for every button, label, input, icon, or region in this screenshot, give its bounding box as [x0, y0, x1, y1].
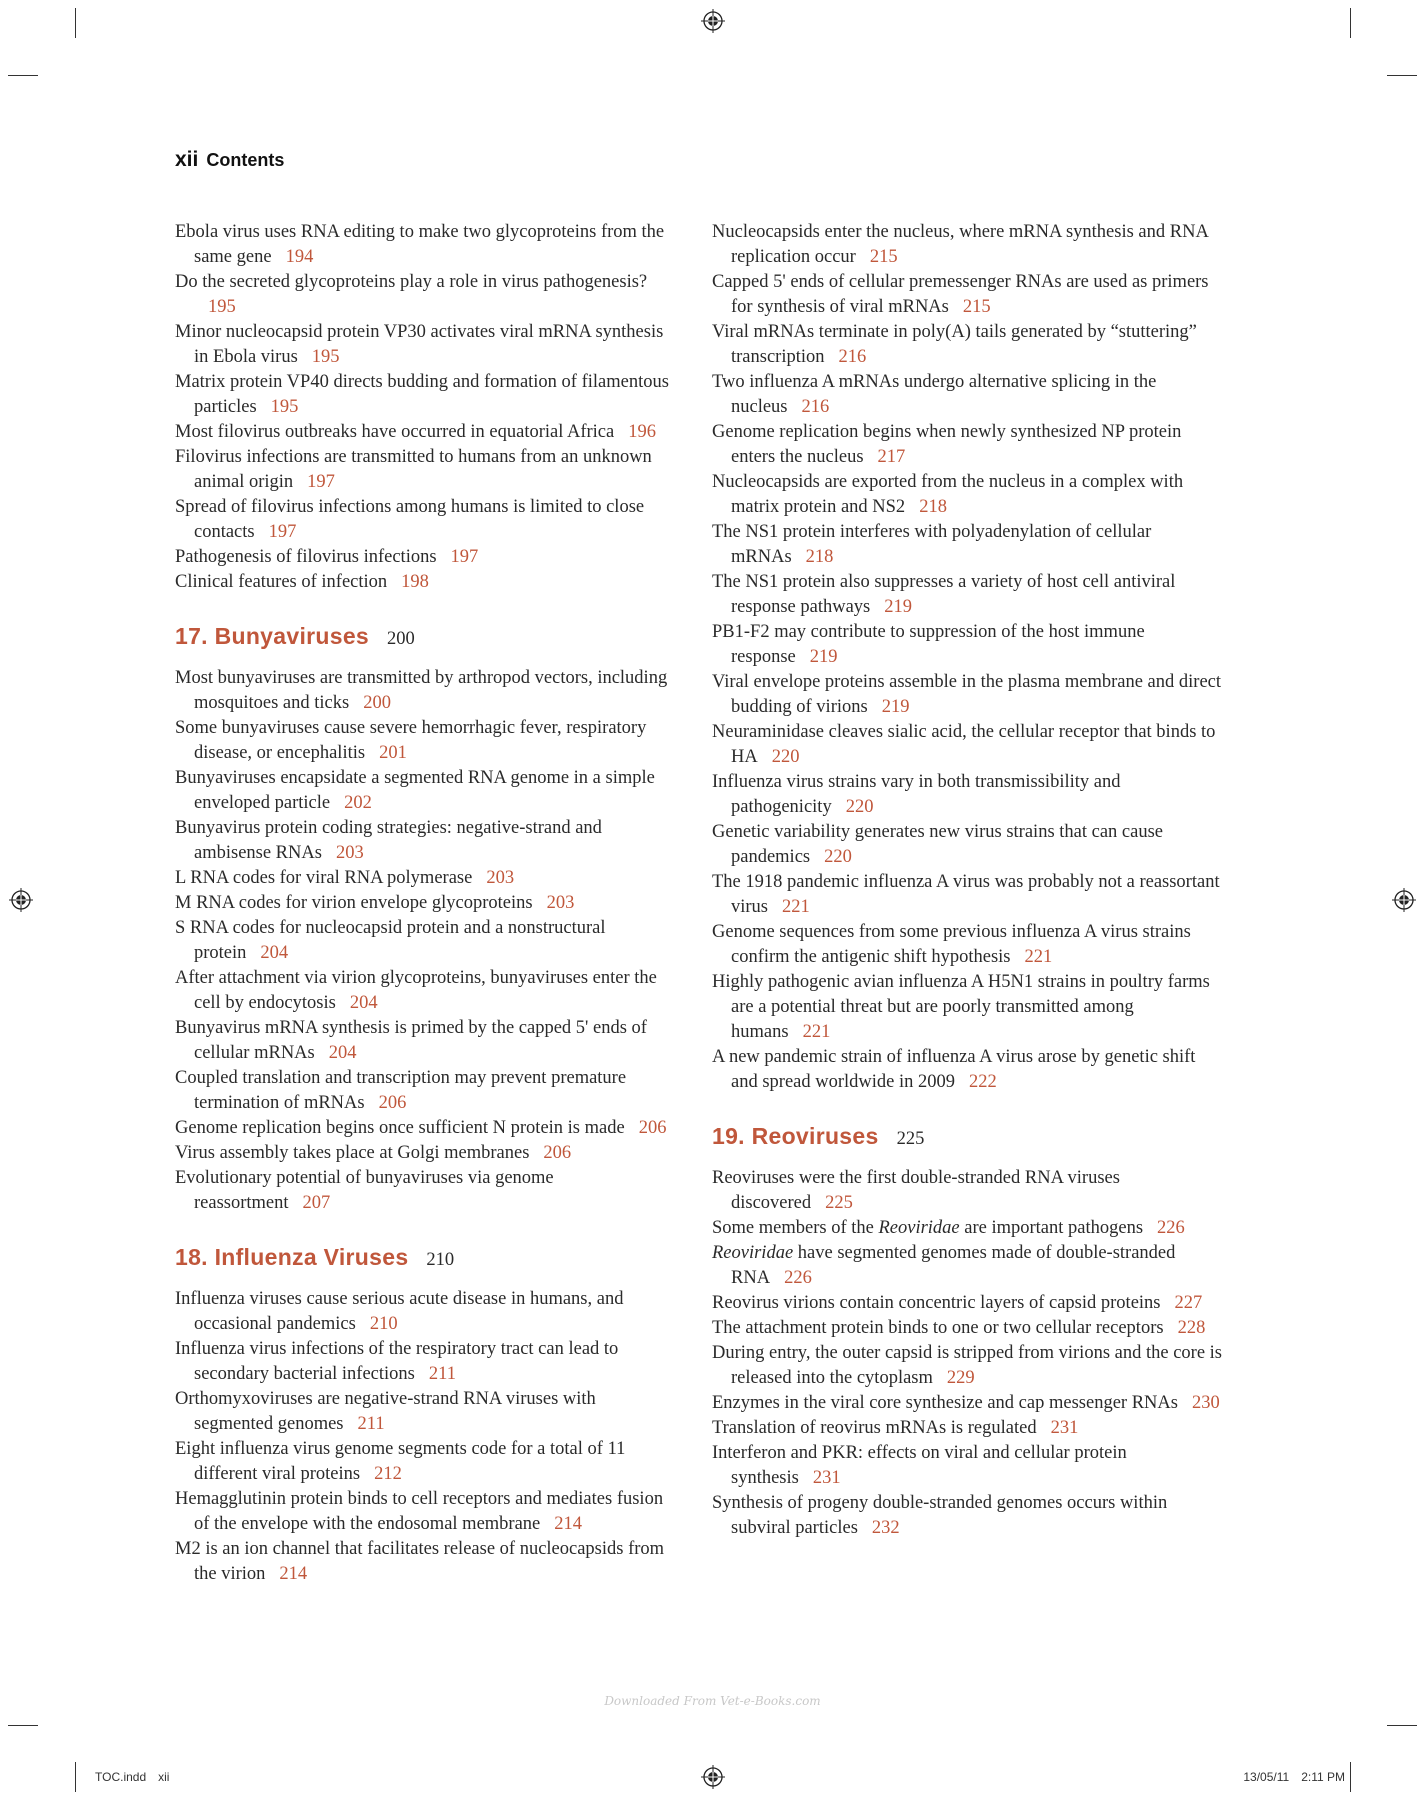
toc-entry — [175, 545, 675, 570]
toc-entry-text: Most filovirus outbreaks have occurred in equatorial Africa — [175, 422, 615, 442]
toc-entry-text: The attachment protein binds to one or two cellular receptors — [712, 1318, 1164, 1338]
toc-entry — [175, 370, 675, 420]
toc-entry-text: Virus assembly takes place at Golgi membranes — [175, 1143, 530, 1163]
toc-entry-text: Influenza viruses cause serious acute disease in humans, and occasional pandemics — [175, 1289, 624, 1334]
toc-entry-page-number: 218 — [805, 547, 834, 567]
slug-date: 13/05/11 — [1243, 1770, 1290, 1784]
toc-entry — [175, 420, 675, 445]
toc-entry-text: Do the secreted glycoproteins play a role in virus pathogenesis? — [175, 272, 648, 292]
toc-entry-page-number: 217 — [877, 447, 906, 467]
toc-entry-text: Enzymes in the viral core synthesize and cap messenger RNAs — [712, 1393, 1178, 1413]
toc-entry — [712, 1045, 1222, 1095]
toc-entry — [712, 1491, 1222, 1541]
toc-entry-page-number: 206 — [638, 1118, 667, 1138]
toc-entry-page-number: 214 — [279, 1564, 308, 1584]
toc-entry-page-number: 216 — [838, 347, 867, 367]
toc-entry-text: Genome sequences from some previous influenza A virus strains confirm the antigenic shift hypothesis — [712, 922, 1191, 967]
toc-entry — [712, 220, 1222, 270]
toc-entry-page-number: 218 — [919, 497, 947, 517]
toc-entry — [712, 1216, 1222, 1241]
toc-entry-page-number: 194 — [285, 247, 314, 267]
toc-entry-page-number: 231 — [1050, 1418, 1079, 1438]
toc-entry — [175, 1066, 675, 1116]
toc-entry-page-number: 202 — [344, 793, 372, 813]
toc-entry-text: Neuraminidase cleaves sialic acid, the cellular receptor that binds to HA — [712, 722, 1216, 767]
toc-entry-page-number: 204 — [260, 943, 289, 963]
toc-entry — [175, 320, 675, 370]
toc-entry — [712, 1316, 1222, 1341]
toc-entry — [712, 1291, 1222, 1316]
slug-right — [1243, 1770, 1345, 1784]
toc-entry-text: Translation of reovirus mRNAs is regulated — [712, 1418, 1037, 1438]
slug-file: TOC.indd — [95, 1770, 147, 1784]
toc-entry-page-number: 195 — [311, 347, 340, 367]
toc-entry-page-number: 211 — [357, 1414, 385, 1434]
toc-entry-page-number: 221 — [1024, 947, 1053, 967]
toc-entry-page-number: 215 — [869, 247, 898, 267]
toc-entry-page-number: 195 — [208, 297, 236, 317]
toc-entry — [712, 1341, 1222, 1391]
toc-entry-text: Synthesis of progeny double-stranded genomes occurs within subviral particles — [712, 1493, 1168, 1538]
toc-entry-page-number: 204 — [328, 1043, 357, 1063]
toc-entry-text: Capped 5' ends of cellular premessenger RNAs are used as primers for synthesis of viral mRNAs — [712, 272, 1209, 317]
toc-entry-text: Genome replication begins when newly synthesized NP protein enters the nucleus — [712, 422, 1182, 467]
toc-entry-page-number: 207 — [302, 1193, 331, 1213]
crop-mark — [75, 8, 76, 38]
chapter-heading — [712, 1123, 1222, 1150]
toc-entry-text: Spread of filovirus infections among humans is limited to close contacts — [175, 497, 645, 542]
toc-entry — [175, 1141, 675, 1166]
toc-entry — [712, 870, 1222, 920]
toc-entry — [712, 370, 1222, 420]
toc-entry — [712, 1241, 1222, 1291]
toc-entry-page-number: 196 — [628, 422, 656, 442]
toc-entry-text: Pathogenesis of filovirus infections — [175, 547, 437, 567]
toc-entry-page-number: 201 — [379, 743, 407, 763]
chapter-page-number: 210 — [426, 1250, 455, 1270]
toc-entry — [175, 570, 675, 595]
toc-entry-page-number: 229 — [946, 1368, 975, 1388]
toc-entry — [175, 1166, 675, 1216]
toc-entry — [175, 766, 675, 816]
slug-page: xii — [158, 1770, 170, 1784]
toc-entry-page-number: 231 — [812, 1468, 841, 1488]
toc-entry-page-number: 228 — [1177, 1318, 1206, 1338]
toc-entry — [175, 891, 675, 916]
toc-entry-page-number: 232 — [871, 1518, 900, 1538]
toc-entry — [712, 470, 1222, 520]
toc-entry — [175, 1437, 675, 1487]
toc-entry — [712, 420, 1222, 470]
toc-entry — [175, 966, 675, 1016]
toc-entry — [175, 716, 675, 766]
slug-time: 2:11 PM — [1301, 1770, 1345, 1784]
toc-entry-page-number: 197 — [268, 522, 297, 542]
toc-entry-italic-text: Reoviridae — [878, 1218, 960, 1238]
toc-entry — [712, 1416, 1222, 1441]
crop-mark — [75, 1762, 76, 1792]
toc-entry-page-number: 221 — [802, 1022, 831, 1042]
toc-entry — [712, 520, 1222, 570]
toc-entry — [175, 1337, 675, 1387]
chapter-page-number: 200 — [387, 629, 415, 649]
watermark: Downloaded From Vet-e-Books.com — [604, 1694, 821, 1708]
toc-entry-page-number: 210 — [369, 1314, 398, 1334]
toc-entry — [175, 1287, 675, 1337]
crop-mark — [1387, 1725, 1417, 1726]
toc-entry-text: Reovirus virions contain concentric layers of capsid proteins — [712, 1293, 1161, 1313]
crop-mark — [1350, 8, 1351, 38]
toc-entry — [175, 1537, 675, 1587]
toc-entry-text: Viral envelope proteins assemble in the plasma membrane and direct budding of virions — [712, 672, 1222, 717]
registration-mark-icon — [1392, 888, 1416, 912]
toc-entry-text: Ebola virus uses RNA editing to make two glycoproteins from the same gene — [175, 222, 665, 267]
page-number: xii — [175, 148, 199, 171]
toc-entry-page-number: 200 — [363, 693, 391, 713]
toc-entry-text: The 1918 pandemic influenza A virus was probably not a reassortant virus — [712, 872, 1220, 917]
toc-entry — [712, 770, 1222, 820]
toc-entry-text: Coupled translation and transcription may prevent premature termination of mRNAs — [175, 1068, 627, 1113]
toc-entry — [712, 620, 1222, 670]
toc-entry-text: Eight influenza virus genome segments code for a total of 11 different viral proteins — [175, 1439, 626, 1484]
toc-entry-text: Clinical features of infection — [175, 572, 388, 592]
toc-entry-page-number: 219 — [881, 697, 910, 717]
toc-right-column — [712, 220, 1222, 1541]
toc-entry — [175, 270, 675, 320]
toc-entry-text: Highly pathogenic avian influenza A H5N1 strains in poultry farms are a potential threat but are poorly transmitted among humans — [712, 972, 1210, 1042]
toc-entry — [175, 916, 675, 966]
crop-mark — [1350, 1762, 1351, 1792]
toc-entry-page-number: 212 — [374, 1464, 402, 1484]
toc-entry-page-number: 219 — [809, 647, 838, 667]
toc-entry-text: Bunyavirus mRNA synthesis is primed by the capped 5' ends of cellular mRNAs — [175, 1018, 647, 1063]
toc-entry — [175, 220, 675, 270]
toc-entry — [175, 1487, 675, 1537]
running-head — [175, 148, 284, 172]
toc-entry-italic-text: Reoviridae — [712, 1243, 794, 1263]
toc-entry-page-number: 226 — [784, 1268, 812, 1288]
toc-entry — [175, 866, 675, 891]
crop-mark — [8, 1725, 38, 1726]
registration-mark-icon — [9, 888, 33, 912]
toc-entry-text: are important pathogens — [959, 1218, 1144, 1238]
toc-entry — [175, 816, 675, 866]
toc-entry — [712, 1391, 1222, 1416]
toc-entry — [712, 820, 1222, 870]
toc-entry-text: Two influenza A mRNAs undergo alternative splicing in the nucleus — [712, 372, 1157, 417]
toc-entry-page-number: 206 — [378, 1093, 407, 1113]
toc-entry-text: M2 is an ion channel that facilitates release of nucleocapsids from the virion — [175, 1539, 665, 1584]
toc-entry-text: M RNA codes for virion envelope glycoproteins — [175, 893, 533, 913]
toc-entry-page-number: 214 — [554, 1514, 583, 1534]
toc-entry-text: The NS1 protein interferes with polyadenylation of cellular mRNAs — [712, 522, 1152, 567]
toc-entry-text: Nucleocapsids enter the nucleus, where mRNA synthesis and RNA replication occur — [712, 222, 1208, 267]
toc-entry-page-number: 226 — [1157, 1218, 1185, 1238]
registration-mark-icon — [701, 9, 725, 33]
toc-entry-page-number: 225 — [825, 1193, 853, 1213]
toc-entry-page-number: 197 — [307, 472, 335, 492]
toc-entry — [712, 1441, 1222, 1491]
toc-entry — [712, 720, 1222, 770]
registration-mark-icon — [701, 1765, 725, 1789]
chapter-title: 19. Reoviruses — [712, 1123, 879, 1149]
toc-entry-text: Most bunyaviruses are transmitted by arthropod vectors, including mosquitoes and ticks — [175, 668, 668, 713]
toc-left-column — [175, 220, 675, 1587]
toc-entry-page-number: 216 — [801, 397, 830, 417]
toc-entry-text: A new pandemic strain of influenza A virus arose by genetic shift and spread worldwide in 2009 — [712, 1047, 1196, 1092]
toc-entry-text: Some members of the — [712, 1218, 879, 1238]
toc-entry-text: Orthomyxoviruses are negative-strand RNA viruses with segmented genomes — [175, 1389, 596, 1434]
toc-entry-text: Bunyaviruses encapsidate a segmented RNA genome in a simple enveloped particle — [175, 768, 655, 813]
toc-entry-page-number: 203 — [335, 843, 364, 863]
toc-entry-text: Minor nucleocapsid protein VP30 activates viral mRNA synthesis in Ebola virus — [175, 322, 664, 367]
toc-entry-page-number: 206 — [543, 1143, 572, 1163]
toc-entry-page-number: 195 — [270, 397, 299, 417]
running-head-title: Contents — [206, 150, 285, 170]
toc-entry-page-number: 220 — [845, 797, 874, 817]
toc-entry-text: Matrix protein VP40 directs budding and formation of filamentous particles — [175, 372, 669, 417]
toc-entry-text: have segmented genomes made of double-stranded RNA — [731, 1243, 1176, 1288]
chapter-heading — [175, 623, 675, 650]
toc-entry — [175, 1387, 675, 1437]
toc-entry-text: L RNA codes for viral RNA polymerase — [175, 868, 473, 888]
toc-entry-text: Interferon and PKR: effects on viral and cellular protein synthesis — [712, 1443, 1127, 1488]
toc-entry — [712, 270, 1222, 320]
chapter-title: 17. Bunyaviruses — [175, 623, 370, 649]
toc-entry-text: Genome replication begins once sufficient N protein is made — [175, 1118, 625, 1138]
toc-entry-page-number: 221 — [782, 897, 810, 917]
toc-entry-text: S RNA codes for nucleocapsid protein and a nonstructural protein — [175, 918, 606, 963]
toc-entry-text: After attachment via virion glycoproteins, bunyaviruses enter the cell by endocytosis — [175, 968, 657, 1013]
toc-entry — [712, 1166, 1222, 1216]
toc-entry — [175, 445, 675, 495]
toc-entry-page-number: 203 — [546, 893, 575, 913]
toc-entry-text: Viral mRNAs terminate in poly(A) tails generated by “stuttering” transcription — [712, 322, 1197, 367]
toc-entry-text: Bunyavirus protein coding strategies: negative-strand and ambisense RNAs — [175, 818, 602, 863]
slug-left — [95, 1770, 169, 1784]
chapter-page-number: 225 — [896, 1129, 925, 1149]
toc-entry — [175, 1016, 675, 1066]
toc-entry-page-number: 230 — [1191, 1393, 1220, 1413]
toc-entry-text: The NS1 protein also suppresses a variety of host cell antiviral response pathways — [712, 572, 1176, 617]
toc-entry — [712, 320, 1222, 370]
toc-entry — [712, 570, 1222, 620]
toc-entry — [712, 970, 1222, 1045]
toc-entry-page-number: 204 — [349, 993, 378, 1013]
toc-entry-text: Evolutionary potential of bunyaviruses via genome reassortment — [175, 1168, 554, 1213]
toc-entry-text: Hemagglutinin protein binds to cell receptors and mediates fusion of the envelope with the endosomal membrane — [175, 1489, 664, 1534]
toc-entry-page-number: 215 — [962, 297, 991, 317]
toc-entry-text: Influenza virus strains vary in both transmissibility and pathogenicity — [712, 772, 1121, 817]
toc-entry-page-number: 198 — [401, 572, 429, 592]
toc-entry-text: Nucleocapsids are exported from the nucleus in a complex with matrix protein and NS2 — [712, 472, 1184, 517]
toc-entry-text: Filovirus infections are transmitted to humans from an unknown animal origin — [175, 447, 652, 492]
toc-entry — [712, 920, 1222, 970]
toc-entry-page-number: 211 — [428, 1364, 456, 1384]
chapter-heading — [175, 1244, 675, 1271]
toc-entry-text: Some bunyaviruses cause severe hemorrhagic fever, respiratory disease, or encephalitis — [175, 718, 647, 763]
crop-mark — [1387, 75, 1417, 76]
toc-entry — [712, 670, 1222, 720]
toc-entry-page-number: 227 — [1174, 1293, 1203, 1313]
toc-entry-text: PB1-F2 may contribute to suppression of the host immune response — [712, 622, 1145, 667]
toc-entry-page-number: 220 — [824, 847, 852, 867]
toc-entry-page-number: 197 — [450, 547, 479, 567]
toc-entry-page-number: 222 — [969, 1072, 997, 1092]
toc-entry-text: During entry, the outer capsid is stripped from virions and the core is released into the cytoplasm — [712, 1343, 1222, 1388]
toc-entry-page-number: 219 — [884, 597, 912, 617]
toc-entry — [175, 1116, 675, 1141]
toc-entry — [175, 495, 675, 545]
chapter-title: 18. Influenza Viruses — [175, 1244, 409, 1270]
toc-entry-text: Reoviruses were the first double-stranded RNA viruses discovered — [712, 1168, 1120, 1213]
toc-entry-page-number: 220 — [771, 747, 800, 767]
toc-entry-page-number: 203 — [486, 868, 515, 888]
toc-entry — [175, 666, 675, 716]
toc-entry-text: Influenza virus infections of the respiratory tract can lead to secondary bacterial infections — [175, 1339, 619, 1384]
toc-entry-text: Genetic variability generates new virus strains that can cause pandemics — [712, 822, 1164, 867]
crop-mark — [8, 75, 38, 76]
